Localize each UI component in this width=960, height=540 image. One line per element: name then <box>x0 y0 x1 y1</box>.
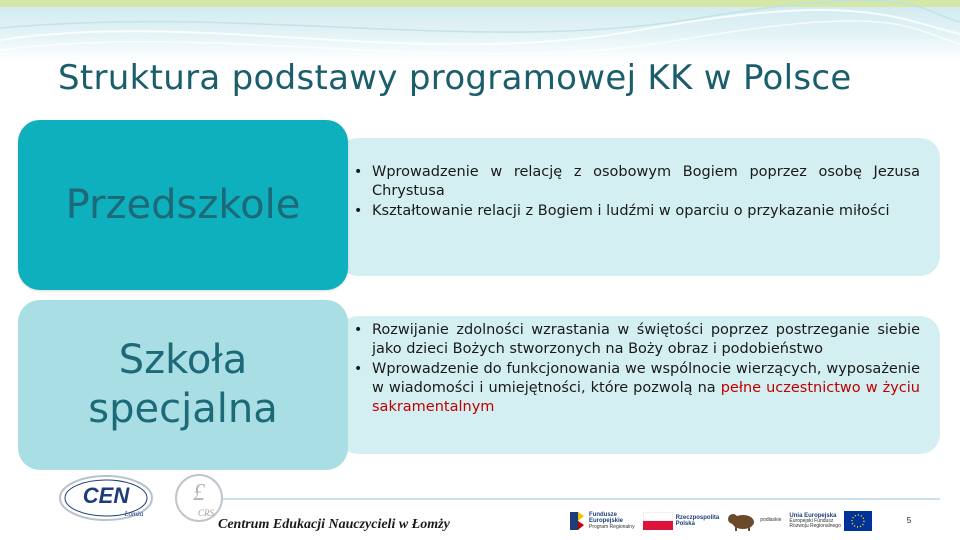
bullet-icon: • <box>354 322 363 338</box>
section-label-preschool: Przedszkole <box>18 120 348 290</box>
ue-logo: Unia Europejska Europejski Fundusz Rozwoju Regionalnego <box>789 506 871 536</box>
bison-icon <box>727 510 757 532</box>
bullet-icon: • <box>354 164 363 180</box>
fe-logo: Fundusze Europejskie Program Regionalny <box>568 506 635 536</box>
bullet-icon: • <box>354 202 363 219</box>
eu-logo-strip <box>568 505 898 537</box>
wave-decoration <box>0 0 960 62</box>
bullet-item: • Wprowadzenie do funkcjonowania we wspólnocie wierzących, wyposażenie w wiadomości i umiejętności, które pozwolą na pełne uczestnictwo w życiu sakramentalnym <box>354 360 920 416</box>
top-decorative-band <box>0 0 960 62</box>
cen-logo-icon <box>56 472 156 524</box>
bullet-item: • Kształtowanie relacji z Bogiem i ludźmi w oparciu o przykazanie miłości <box>354 202 890 219</box>
cen-logo-subtext: Łomża <box>124 510 144 518</box>
slide-title: Struktura podstawy programowej KK w Polsce <box>58 58 852 98</box>
svg-text:£: £ <box>193 480 205 506</box>
polish-flag-icon <box>643 512 673 530</box>
content-box-special-school <box>338 316 940 454</box>
bullet-item: • Wprowadzenie w relację z osobowym Bogiem poprzez osobę Jezusa Chrystusa <box>354 164 920 200</box>
eu-flag-icon <box>844 511 872 531</box>
section-label-special-school: Szkoła specjalna <box>18 300 348 470</box>
footer-divider <box>220 498 940 500</box>
cen-logo-text: CEN <box>82 483 130 508</box>
highlighted-text: pełne uczestnictwo w życiu sakramentalnym <box>372 379 920 416</box>
fe-logo-icon <box>568 510 586 532</box>
rp-logo: Rzeczpospolita Polska <box>643 506 720 536</box>
institution-name: Centrum Edukacji Nauczycieli w Łomży <box>218 517 450 532</box>
page-number: 5 <box>906 516 912 525</box>
content-box-preschool <box>338 138 940 276</box>
bullet-item: • Rozwijanie zdolności wzrastania w świętości poprzez postrzeganie siebie jako dzieci Bożych stworzonych na Boży obraz i podobieństwo <box>354 322 920 358</box>
podlaskie-logo: podlaskie <box>727 506 781 536</box>
crs-logo-text: CRS <box>197 508 215 518</box>
bullet-icon: • <box>354 360 363 377</box>
